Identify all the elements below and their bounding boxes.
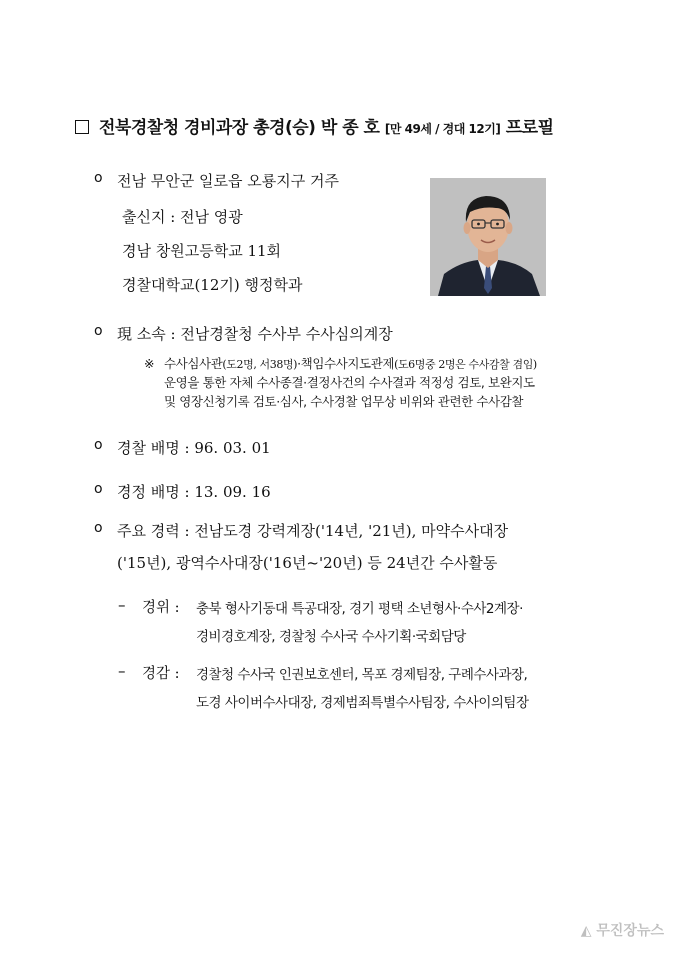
profile-title — [75, 113, 554, 138]
career-line-2: ('15년), 광역수사대장('16년~'20년) 등 24년간 수사활동 — [117, 554, 498, 572]
bullet-icon: o — [94, 170, 103, 186]
checkbox-icon — [75, 120, 89, 134]
police-appointment-text: 경찰 배명 : 96. 03. 01 — [117, 439, 271, 457]
bullet-icon: o — [94, 520, 103, 536]
note-line-1-a: 수사심사관 — [164, 356, 223, 371]
watermark-text: 무진장뉴스 — [596, 923, 664, 939]
note-line-3: 및 영장신청기록 검토·심사, 수사경찰 업무상 비위와 관련한 수사감찰 — [164, 394, 524, 409]
dash-icon: – — [118, 662, 126, 680]
inspector-line-2: 경비경호계장, 경찰청 수사국 수사기획·국회담당 — [196, 629, 466, 645]
title-main: 전북경찰청 경비과장 총경(승) 박 종 호 — [99, 118, 380, 138]
bullet-icon: o — [94, 481, 103, 497]
title-suffix: 프로필 — [505, 118, 554, 138]
bullet-icon: o — [94, 437, 103, 453]
career-line-1: 주요 경력 : 전남도경 강력계장('14년, '21년), 마약수사대장 — [117, 522, 509, 540]
senior-line-1: 경찰청 수사국 인권보호센터, 목포 경제팀장, 구례수사과장, — [196, 667, 528, 683]
note-line-1-b: (도2명, 서38명) — [222, 358, 298, 371]
high-school-text: 경남 창원고등학교 11회 — [122, 242, 282, 260]
senior-line-2: 도경 사이버수사대장, 경제범죄특별수사팀장, 수사이의팀장 — [196, 695, 529, 711]
dash-icon: – — [118, 596, 126, 614]
title-detail: [만 49세 / 경대 12기] — [384, 122, 501, 136]
person-portrait-icon — [430, 178, 546, 296]
residence-text: 전남 무안군 일로읍 오룡지구 거주 — [117, 172, 339, 190]
birthplace-text: 출신지 : 전남 영광 — [122, 208, 243, 226]
watermark-logo — [581, 920, 664, 940]
note-mark: ※ — [144, 356, 155, 371]
superintendent-appointment-text: 경정 배명 : 13. 09. 16 — [117, 483, 271, 501]
watermark-icon: ◭ — [580, 923, 592, 939]
note-line-2: 운영을 통한 자체 수사종결·결정사건의 수사결과 적정성 검토, 보완지도 — [164, 375, 535, 390]
university-text: 경찰대학교(12기) 행정학과 — [122, 276, 303, 294]
bullet-icon: o — [94, 323, 103, 339]
note-line-1-d: (도6명중 2명은 수사감찰 겸임) — [394, 358, 537, 371]
current-position-text: 現 소속 : 전남경찰청 수사부 수사심의계장 — [117, 325, 393, 343]
senior-label: 경감 : — [142, 666, 180, 682]
note-line-1 — [164, 354, 537, 374]
inspector-label: 경위 : — [142, 600, 180, 616]
inspector-line-1: 충북 형사기동대 특공대장, 경기 평택 소년형사·수사2계장· — [196, 601, 523, 617]
note-line-1-c: ·책임수사지도관제 — [297, 356, 395, 371]
